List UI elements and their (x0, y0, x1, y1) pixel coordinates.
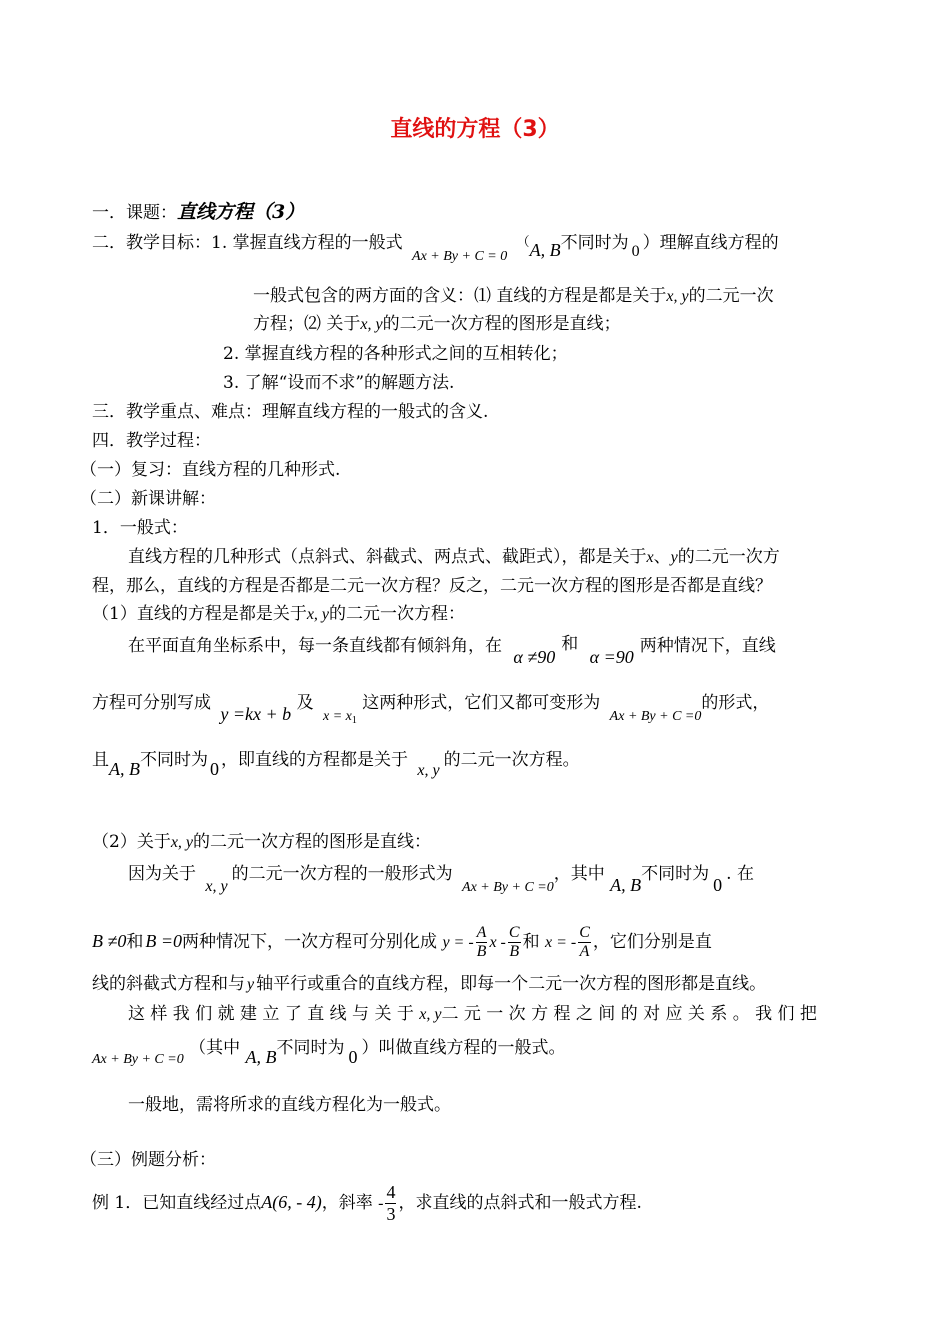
general-equation: Ax + By + C =0 (92, 1052, 184, 1067)
claim-2-para-line3 (92, 973, 766, 996)
example-text: 例 1．已知直线经过点 (92, 1193, 262, 1213)
math-xy: x, y (360, 316, 383, 333)
math-x-minus: x - (489, 934, 506, 951)
paragraph-1 (128, 546, 780, 569)
general-note: 一般地，需将所求的直线方程化为一般式。 (128, 1095, 451, 1115)
claim-1-para-line3 (92, 748, 580, 779)
fraction-A-over-B (476, 924, 488, 961)
claim-text: 线的斜截式方程和与 (92, 974, 245, 994)
claim-text: 因为关于 (128, 864, 196, 884)
claim-1-heading (92, 603, 465, 626)
section-label: 一．课题： (92, 203, 177, 223)
objective-text: 方程；⑵ 关于 (253, 314, 361, 334)
math-AB: A, B (109, 759, 140, 779)
math-x-eq: x = - (544, 934, 577, 951)
claim-text: 的二元一次方程的图形是直线： (193, 832, 432, 852)
math-xy: x, y (419, 1006, 442, 1023)
fraction-C-over-A (578, 924, 591, 961)
claim-text: ）叫做直线方程的一般式。 (361, 1038, 566, 1058)
topic-title: 直线方程（3） (177, 201, 305, 223)
section-label: 二．教学目标： (92, 233, 211, 253)
objective-3: 3. 了解“设而不求”的解题方法. (223, 373, 455, 393)
math-xy: x, y (306, 606, 330, 623)
claim-1-para-line1 (128, 634, 776, 667)
paren: （ (516, 235, 530, 250)
claim-text: 轴平行或重合的直线方程，即每一个二元一次方程的图形都是直线。 (256, 974, 767, 994)
claim-text: 的二元一次方程的一般形式为 (231, 864, 453, 884)
math-zero: 0 (631, 243, 640, 260)
claim-2-heading (92, 831, 431, 854)
claim-text: 这两种形式，它们又都可变形为 (362, 693, 601, 713)
claim-text: ，即直线的方程都是关于 (221, 750, 408, 770)
process-heading: 四．教学过程： (92, 431, 211, 451)
claim-text: （其中 (189, 1038, 241, 1058)
general-equation: Ax + By + C = 0 (412, 249, 508, 264)
new-lesson-heading: （二）新课讲解： (80, 489, 216, 509)
objective-text: 的二元一次方程的图形是直线； (382, 314, 621, 334)
claim-text: 的形式， (701, 693, 770, 713)
key-points: 三．教学重点、难点：理解直线方程的一般式的含义. (92, 402, 489, 422)
math-vertical-form: x = x (322, 709, 352, 724)
objective-text: 不同时为 (560, 233, 629, 253)
claim-text: 方程可分别写成 (92, 693, 211, 713)
paragraph-1-line2: 程，那么，直线的方程是否都是二元一次方程？反之，二元一次方程的图形是否都是直线？ (92, 576, 772, 596)
objective-1-line3 (253, 313, 621, 336)
review-heading: （一）复习：直线方程的几种形式. (80, 460, 341, 480)
objective-text: 一般式包含的两方面的含义：⑴ 直线的方程是都是关于 (253, 286, 667, 306)
page-title: 直线的方程（3） (390, 117, 560, 142)
claim-text: 和 (126, 932, 144, 952)
numerator: C (508, 924, 520, 941)
math-y-eq: y = - (442, 934, 474, 951)
math-AB: A, B (245, 1047, 277, 1067)
paragraph-text: 直线方程的几种形式（点斜式、斜截式、两点式、截距式），都是关于 (128, 547, 647, 567)
objective-text: 的二元一次 (688, 286, 774, 306)
numerator: C (579, 924, 590, 941)
math-xy: x, y (170, 834, 194, 851)
example-text: ，求直线的点斜式和一般式方程. (398, 1193, 642, 1213)
math-point-A: A(6, - 4) (261, 1192, 322, 1212)
claim-text: 和 (522, 932, 540, 952)
objective-2: 2. 掌握直线方程的各种形式之间的互相转化； (223, 344, 568, 364)
math-x: x (646, 549, 654, 566)
math-xy: x, y (205, 878, 228, 895)
claim-2-para-line5 (92, 1036, 566, 1067)
claim-text: ，其中 (553, 864, 605, 884)
math-AB: A, B (610, 875, 642, 895)
claim-text: 的二元一次方程： (329, 604, 466, 624)
claim-text: 不同时为 (276, 1038, 345, 1058)
fraction-4-over-3 (385, 1182, 396, 1225)
claim-text: 及 (296, 693, 314, 713)
claim-text: ，它们分别是直 (592, 932, 712, 952)
math-subscript: 1 (351, 715, 357, 726)
math-zero: 0 (210, 759, 219, 779)
general-form-heading: 1．一般式： (92, 518, 188, 538)
claim-2-para-line1 (128, 862, 754, 895)
math-B-ne: B ≠0 (92, 931, 127, 951)
math-zero: 0 (348, 1047, 358, 1067)
fraction-C-over-B (508, 924, 521, 961)
objective-1-line2 (253, 285, 774, 308)
example-text: ，斜率 (321, 1193, 373, 1213)
math-minus: - (378, 1195, 384, 1212)
math-alpha-eq: α =90 (589, 647, 634, 667)
claim-text: 二 元 一 次 方 程 之 间 的 对 应 关 系 。 我 们 把 (441, 1004, 817, 1024)
denominator: A (579, 943, 590, 960)
topic-line (92, 201, 304, 224)
denominator: B (509, 943, 520, 960)
claim-text: （1）直线的方程是都是关于 (92, 604, 307, 624)
claim-2-para-line2 (92, 921, 712, 963)
objective-text: ）理解直线方程的 (642, 233, 779, 253)
paragraph-text: 、 (653, 547, 671, 567)
denominator: B (476, 943, 487, 960)
examples-heading: （三）例题分析： (80, 1150, 216, 1170)
math-y: y (247, 976, 255, 993)
numerator: 4 (386, 1182, 396, 1202)
math-y: y (670, 549, 678, 566)
claim-text: 两种情况下，一次方程可分别化成 (182, 932, 438, 952)
claim-text: 在平面直角坐标系中，每一条直线都有倾斜角，在 (128, 636, 502, 656)
claim-text: 的二元一次方程。 (443, 750, 580, 770)
claim-text: 和 (561, 634, 579, 654)
general-equation: Ax + By + C =0 (609, 709, 702, 724)
claim-text: 不同时为 (641, 864, 710, 884)
math-AB: A, B (529, 240, 561, 260)
math-xy: x, y (666, 288, 689, 305)
numerator: A (476, 924, 487, 941)
denominator: 3 (386, 1204, 396, 1224)
claim-text: 两种情况下，直线 (639, 636, 776, 656)
example-1 (92, 1180, 642, 1226)
claim-text: 且 (92, 750, 109, 770)
math-alpha-ne: α ≠90 (513, 647, 556, 667)
objective-1 (92, 231, 779, 264)
claim-text: 这 样 我 们 就 建 立 了 直 线 与 关 于 (128, 1004, 414, 1024)
paragraph-text: 的二元一次方 (677, 547, 780, 567)
math-xy: x, y (417, 762, 440, 779)
math-zero: 0 (713, 875, 723, 895)
claim-2-para-line4 (128, 1003, 817, 1026)
claim-text: . 在 (726, 864, 754, 884)
claim-text: 不同时为 (140, 750, 208, 770)
math-slope-form: y =kx + b (220, 704, 292, 724)
claim-1-para-line2 (92, 691, 770, 726)
general-equation: Ax + By + C =0 (462, 880, 554, 895)
math-B-eq: B =0 (145, 931, 183, 951)
objective-text: 1. 掌握直线方程的一般式 (211, 233, 403, 253)
claim-text: （2）关于 (92, 832, 171, 852)
